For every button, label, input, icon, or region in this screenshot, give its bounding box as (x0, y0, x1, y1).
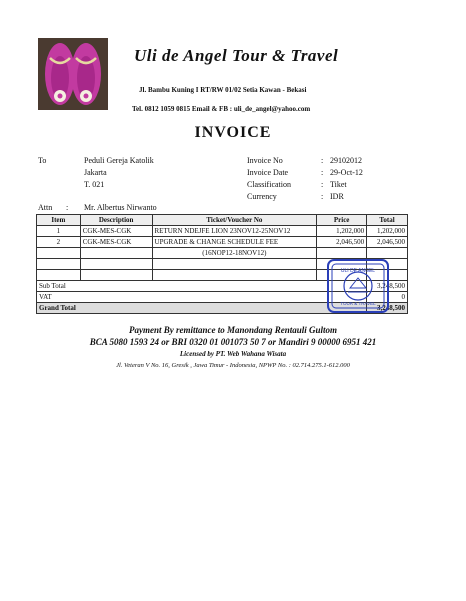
description-cell: CGK-MES-CGK (80, 226, 152, 237)
empty-cell (37, 270, 81, 281)
description-cell (80, 248, 152, 259)
empty-cell (80, 259, 152, 270)
svg-text:TOUR & TRAVEL: TOUR & TRAVEL (340, 301, 376, 306)
column-header: Description (80, 215, 152, 226)
invoice-date-label: Invoice Date (247, 168, 289, 177)
invoice-no-label: Invoice No (247, 156, 283, 165)
svg-text:ULI DE ANGEL: ULI DE ANGEL (340, 268, 376, 274)
empty-cell (80, 270, 152, 281)
grand-total-label: Grand Total (37, 303, 367, 314)
subtotal-value: 3,248,500 (367, 281, 408, 292)
empty-cell (37, 259, 81, 270)
vat-value: 0 (367, 292, 408, 303)
table-row (37, 226, 408, 237)
currency-value: IDR (330, 192, 344, 201)
currency-label: Currency (247, 192, 277, 201)
page-title: INVOICE (194, 124, 272, 141)
ticket-cell: RETURN NDEJFE LION 23NOV12-25NOV12 (152, 226, 317, 237)
company-name: Uli de Angel Tour & Travel (134, 46, 339, 65)
table-header-row (37, 215, 408, 226)
total-cell (367, 248, 408, 259)
grand-total-value: 3,248,500 (367, 303, 408, 314)
item-cell (37, 248, 81, 259)
classification-label: Classification (247, 180, 291, 189)
payment-line: Payment By remittance to Manondang Rentauli Gultom (128, 325, 338, 335)
column-header: Total (367, 215, 408, 226)
to-line: T. 021 (84, 180, 105, 189)
invoice-date-value: 29-Oct-12 (330, 168, 363, 177)
description-cell: CGK-MES-CGK (80, 237, 152, 248)
attn-label: Attn (38, 203, 53, 212)
column-header: Ticket/Voucher No (152, 215, 317, 226)
invoice-no-value: 29102012 (330, 156, 362, 165)
company-address: Jl. Bambu Kuning I RT/RW 01/02 Setia Kawan - Bekasi (139, 86, 307, 94)
total-cell: 2,046,500 (367, 237, 408, 248)
subtotal-label: Sub Total (37, 281, 367, 292)
empty-cell (152, 270, 317, 281)
license-line: Licensed by PT. Web Wahana Wisata (179, 350, 287, 358)
table-row (37, 248, 408, 259)
price-cell (317, 248, 367, 259)
ticket-cell: (16NOP12-18NOV12) (152, 248, 317, 259)
to-line: Jakarta (84, 168, 107, 177)
price-cell: 2,046,500 (317, 237, 367, 248)
total-cell: 1,202,000 (367, 226, 408, 237)
meta-colon: : (321, 168, 324, 177)
company-logo (38, 38, 108, 110)
ticket-cell: UPGRADE & CHANGE SCHEDULE FEE (152, 237, 317, 248)
price-cell: 1,202,000 (317, 226, 367, 237)
column-header: Item (37, 215, 81, 226)
classification-value: Tiket (330, 180, 347, 189)
meta-colon: : (321, 156, 324, 165)
vat-label: VAT (37, 292, 367, 303)
column-header: Price (317, 215, 367, 226)
company-stamp (326, 258, 390, 314)
item-cell: 1 (37, 226, 81, 237)
payment-accounts: BCA 5080 1593 24 or BRI 0320 01 001073 50 7 or Mandiri 9 00000 6951 421 (89, 337, 377, 347)
to-line: Peduli Gereja Katolik (84, 156, 154, 165)
meta-colon: : (321, 180, 324, 189)
company-contact: Tel. 0812 1059 0815 Email & FB : uli_de_angel@yahoo.com (132, 105, 311, 113)
license-address: Jl. Veteran V No. 16, Gresik , Jawa Timur - Indonesia, NPWP No. : 02.714.275.1-612.000 (116, 362, 350, 369)
empty-cell (152, 259, 317, 270)
meta-colon: : (321, 192, 324, 201)
table-row (37, 237, 408, 248)
attn-colon: : (66, 203, 69, 212)
to-label: To (38, 156, 47, 165)
item-cell: 2 (37, 237, 81, 248)
attn-value: Mr. Albertus Nirwanto (84, 203, 157, 212)
